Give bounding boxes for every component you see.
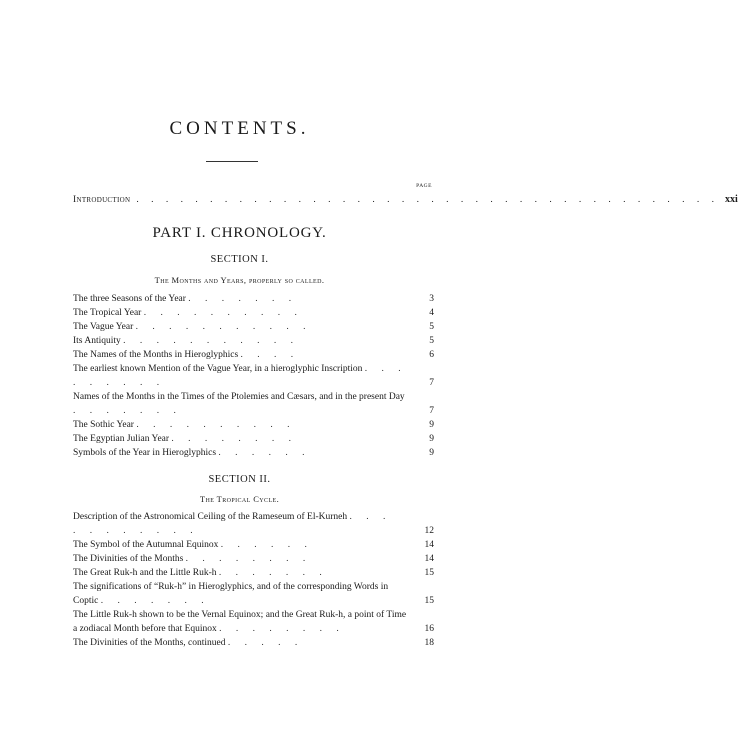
section-2-heading: SECTION II. <box>208 474 271 485</box>
title-rule <box>206 161 258 162</box>
toc-entry: The Little Ruk-h shown to be the Vernal Equinox; and the Great Ruk-h, a point of Time a zodiacal Month before that Equinox . . . . . . . . 16 <box>73 610 434 634</box>
toc-entry: Description of the Astronomical Ceiling of the Rameseum of El-Kurneh . . . . . . . . . . . 12 <box>73 512 434 536</box>
section-1-heading: SECTION I. <box>210 254 269 265</box>
introduction-entry <box>73 194 738 205</box>
toc-entry: Names of the Months in the Times of the Ptolemies and Cæsars, and in the present Day . . . . . . . 7 <box>73 392 434 416</box>
toc-entry: The Divinities of the Months . . . . . . . . 14 <box>73 554 434 564</box>
toc-entry: The Sothic Year . . . . . . . . . . 9 <box>73 420 434 430</box>
toc-entry: The significations of “Ruk-h” in Hieroglyphics, and of the corresponding Words in Coptic . . . . . . . 15 <box>73 582 434 606</box>
toc-entry: The Symbol of the Autumnal Equinox . . . . . . 14 <box>73 540 434 550</box>
toc-entry: The three Seasons of the Year . . . . . . . 3 <box>73 294 434 304</box>
introduction-label: Introduction <box>73 195 131 205</box>
toc-entry: The Names of the Months in Hieroglyphics . . . . 6 <box>73 350 434 360</box>
section-1-list <box>73 292 434 460</box>
toc-entry: The earliest known Mention of the Vague Year, in a hieroglyphic Inscription . . . . . . . . . 7 <box>73 364 434 388</box>
toc-entry: The Divinities of the Months, continued . . . . . 18 <box>73 638 434 648</box>
section-1-subtitle: The Months and Years, properly so called. <box>154 275 325 285</box>
page-column-header: PAGE <box>416 183 432 189</box>
toc-entry: The Vague Year . . . . . . . . . . . 5 <box>73 322 434 332</box>
leader-dots: . . . . . . . . . . . . . . . . . . . . . . . . . . . . . . . . . . . . . . . . <box>136 195 719 205</box>
page-title: CONTENTS. <box>169 118 310 139</box>
toc-entry: Symbols of the Year in Hieroglyphics . . . . . . 9 <box>73 448 434 458</box>
toc-entry: The Egyptian Julian Year . . . . . . . . 9 <box>73 434 434 444</box>
toc-entry: The Great Ruk-h and the Little Ruk-h . . . . . . . 15 <box>73 568 434 578</box>
introduction-page: xxi <box>724 194 738 205</box>
toc-entry: Its Antiquity . . . . . . . . . . . 5 <box>73 336 434 346</box>
part-title: PART I. CHRONOLOGY. <box>152 225 327 241</box>
section-2-subtitle: The Tropical Cycle. <box>199 494 280 504</box>
section-2-list <box>73 510 434 650</box>
toc-entry: The Tropical Year . . . . . . . . . . 4 <box>73 308 434 318</box>
